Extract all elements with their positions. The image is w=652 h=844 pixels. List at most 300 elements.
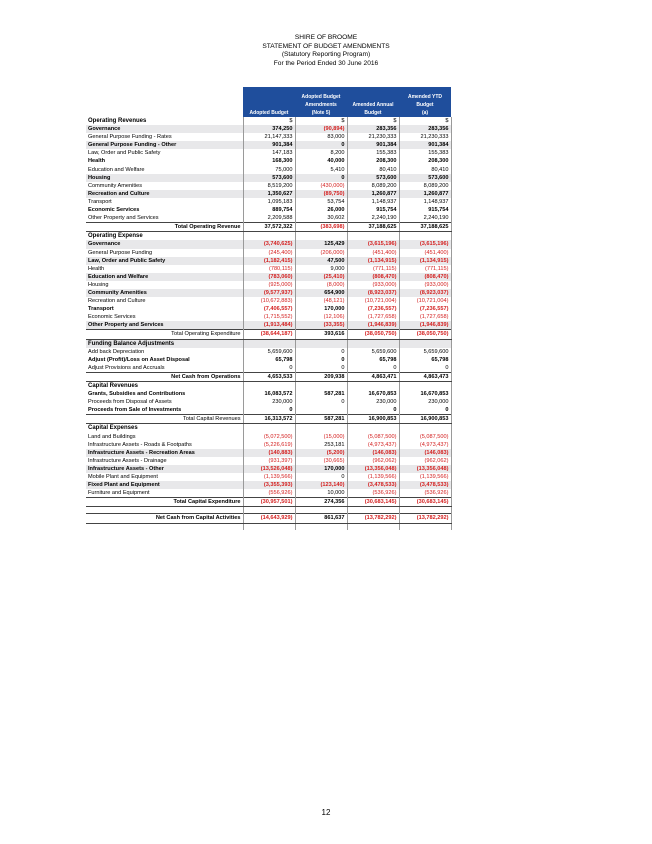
amount-cell: 0 (399, 364, 451, 373)
table-row (86, 364, 451, 373)
amount-cell: 283,356 (347, 125, 399, 133)
table-row (86, 523, 451, 530)
empty-cell (295, 339, 347, 348)
amount-cell: (33,355) (295, 321, 347, 330)
row-label: Total Operating Revenue (86, 223, 243, 232)
amount-cell: (7,406,557) (243, 305, 295, 313)
amount-cell: (206,000) (295, 249, 347, 257)
row-label: Adjust (Profit)/Loss on Asset Disposal (88, 356, 190, 363)
row-label: Housing (86, 174, 243, 182)
amount-cell: 0 (347, 406, 399, 415)
amount-cell: 230,000 (243, 398, 295, 406)
amount-cell: 4,863,471 (347, 372, 399, 381)
empty-cell (295, 523, 347, 530)
row-label (86, 507, 243, 514)
amount-cell: (1,139,566) (347, 473, 399, 481)
row-label: Law, Order and Public Safety (88, 150, 161, 157)
table-row (86, 457, 451, 465)
amount-cell: 1,350,627 (243, 190, 295, 198)
amount-cell: (1,946,839) (399, 321, 451, 330)
amount-cell: 168,300 (243, 157, 295, 165)
row-label: Adjust Provisions and Accruals (88, 364, 165, 371)
empty-cell (399, 523, 451, 530)
row-label: Community Amenities (88, 182, 143, 189)
amount-cell: (38,050,750) (347, 330, 399, 339)
row-label: General Purpose Funding - Other (86, 141, 243, 149)
amount-cell: (7,236,557) (399, 305, 451, 313)
row-label: Total Operating Expenditure (86, 330, 243, 339)
amount-cell: 274,356 (295, 498, 347, 507)
section-heading-row (86, 339, 451, 348)
amount-cell: (48,121) (295, 297, 347, 305)
total-row (86, 498, 451, 507)
row-label: Governance (86, 125, 243, 133)
table-row (86, 157, 451, 165)
amount-cell: (451,400) (399, 249, 451, 257)
amount-cell: (10,721,004) (399, 297, 451, 305)
empty-cell (243, 523, 295, 530)
table-row (86, 240, 451, 248)
table-row (86, 149, 451, 157)
empty-cell (399, 382, 451, 391)
amount-cell: 5,659,600 (399, 348, 451, 356)
amount-cell: 9,000 (295, 265, 347, 273)
empty-cell (295, 507, 347, 514)
row-label: Operating Revenues (88, 118, 147, 124)
table-row (86, 182, 451, 190)
amount-cell: 8,089,200 (399, 182, 451, 190)
row-label: Health (88, 158, 106, 165)
amount-cell: 0 (295, 174, 347, 182)
table-row (86, 297, 451, 305)
amount-cell: 1,148,937 (347, 198, 399, 206)
amount-cell: (9,577,937) (243, 289, 295, 297)
budget-amendments-table (86, 87, 452, 530)
amount-cell: 1,148,937 (399, 198, 451, 206)
table-row (86, 398, 451, 406)
amount-cell: 0 (295, 356, 347, 364)
amount-cell: 374,250 (243, 125, 295, 133)
amount-cell: (780,115) (243, 265, 295, 273)
amount-cell: 10,000 (295, 489, 347, 498)
amount-cell: (3,478,533) (399, 481, 451, 489)
amount-cell: (1,727,658) (347, 313, 399, 321)
amount-cell: 2,209,588 (243, 214, 295, 223)
amount-cell: (12,106) (295, 313, 347, 321)
amount-cell: (1,139,566) (399, 473, 451, 481)
row-label: Proceeds from Sale of Investments (88, 407, 182, 414)
amount-cell: 587,281 (295, 390, 347, 398)
table-row (86, 257, 451, 265)
amount-cell: (13,356,048) (399, 465, 451, 473)
col-amended-ytd-budget: Amended YTD Budget (a) (399, 87, 451, 117)
amount-cell: (5,200) (295, 449, 347, 457)
col-adopted-budget: Adopted Budget (243, 87, 295, 117)
amount-cell: (13,782,292) (347, 514, 399, 523)
amount-cell: 283,356 (399, 125, 451, 133)
amount-cell: 16,313,572 (243, 415, 295, 424)
row-label: Economic Services (88, 314, 136, 321)
empty-cell (295, 424, 347, 433)
amount-cell: (10,721,004) (347, 297, 399, 305)
row-label: Law, Order and Public Safety (86, 257, 243, 265)
amount-cell: (925,000) (243, 281, 295, 289)
currency-unit-cell: $ (347, 117, 399, 125)
table-row (86, 465, 451, 473)
empty-cell (347, 424, 399, 433)
amount-cell: 5,659,600 (347, 348, 399, 356)
row-label: Transport (88, 198, 112, 205)
amount-cell: 0 (399, 406, 451, 415)
total-row (86, 415, 451, 424)
amount-cell: (13,782,292) (399, 514, 451, 523)
amount-cell: (140,883) (243, 449, 295, 457)
amount-cell: 21,147,333 (243, 133, 295, 141)
amount-cell: (1,715,552) (243, 313, 295, 321)
table-row (86, 433, 451, 441)
amount-cell: 16,670,853 (399, 390, 451, 398)
amount-cell: 573,600 (399, 174, 451, 182)
amount-cell: 2,240,190 (347, 214, 399, 223)
amount-cell: (3,615,196) (347, 240, 399, 248)
page-number: 12 (321, 808, 331, 817)
amount-cell: (808,470) (347, 273, 399, 281)
row-label: Governance (86, 240, 243, 248)
amount-cell: (14,643,929) (243, 514, 295, 523)
amount-cell: 16,900,853 (347, 415, 399, 424)
amount-cell: 80,410 (347, 166, 399, 174)
row-label: Other Property and Services (86, 321, 243, 330)
table-row (86, 166, 451, 174)
amount-cell: (3,615,196) (399, 240, 451, 248)
amount-cell: 1,095,183 (243, 198, 295, 206)
amount-cell: (10,672,883) (243, 297, 295, 305)
table-row (86, 321, 451, 330)
amount-cell: (13,356,048) (347, 465, 399, 473)
amount-cell: (5,087,500) (347, 433, 399, 441)
table-row (86, 507, 451, 514)
table-row (86, 289, 451, 297)
row-label: Other Property and Services (88, 215, 159, 222)
table-row (86, 441, 451, 449)
amount-cell: (430,000) (295, 182, 347, 190)
amount-cell: (1,727,658) (399, 313, 451, 321)
amount-cell: 4,653,533 (243, 372, 295, 381)
row-label: Recreation and Culture (86, 190, 243, 198)
amount-cell: 170,000 (295, 465, 347, 473)
section-heading-row (86, 382, 451, 391)
amount-cell: 573,600 (243, 174, 295, 182)
amount-cell: 37,188,625 (399, 223, 451, 232)
amount-cell: (30,683,145) (347, 498, 399, 507)
table-row (86, 214, 451, 223)
row-label: Mobile Plant and Equipment (88, 474, 158, 481)
amount-cell: (933,000) (399, 281, 451, 289)
amount-cell: (556,926) (243, 489, 295, 498)
table-row (86, 348, 451, 356)
row-label: Transport (88, 306, 114, 313)
amount-cell: 37,572,322 (243, 223, 295, 232)
table-row (86, 125, 451, 133)
amount-cell: 915,754 (347, 206, 399, 214)
amount-cell: 8,089,200 (347, 182, 399, 190)
amount-cell: (933,000) (347, 281, 399, 289)
amount-cell: 75,000 (243, 166, 295, 174)
empty-cell (243, 424, 295, 433)
empty-cell (295, 232, 347, 241)
amount-cell: (808,470) (399, 273, 451, 281)
amount-cell: 40,000 (295, 157, 347, 165)
empty-cell (243, 339, 295, 348)
row-label: General Purpose Funding - Rates (88, 134, 172, 141)
amount-cell: 901,384 (399, 141, 451, 149)
table-row (86, 273, 451, 281)
row-label: Education and Welfare (86, 273, 243, 281)
amount-cell: 5,410 (295, 166, 347, 174)
empty-cell (399, 507, 451, 514)
amount-cell: 861,637 (295, 514, 347, 523)
label-column-header (86, 87, 243, 117)
table-row (86, 481, 451, 489)
amount-cell: (962,062) (347, 457, 399, 465)
amount-cell: (771,115) (347, 265, 399, 273)
table-row (86, 281, 451, 289)
amount-cell: 30,602 (295, 214, 347, 223)
amount-cell: 0 (295, 348, 347, 356)
amount-cell: (383,698) (295, 223, 347, 232)
amount-cell: (4,973,437) (347, 441, 399, 449)
amount-cell: (1,139,566) (243, 473, 295, 481)
amount-cell: 889,754 (243, 206, 295, 214)
amount-cell: 587,281 (295, 415, 347, 424)
amount-cell: (38,644,187) (243, 330, 295, 339)
amount-cell: 230,000 (347, 398, 399, 406)
table-row (86, 190, 451, 198)
amount-cell: (7,236,557) (347, 305, 399, 313)
amount-cell: (5,226,619) (243, 441, 295, 449)
amount-cell: 65,798 (243, 356, 295, 364)
amount-cell: 65,798 (399, 356, 451, 364)
col-budget-amendments: Adopted Budget Amendments (Note 5) (295, 87, 347, 117)
table-body (86, 117, 451, 530)
col-amended-annual-budget: Amended Annual Budget (347, 87, 399, 117)
empty-cell (347, 523, 399, 530)
row-label: Housing (88, 281, 109, 288)
table-row (86, 265, 451, 273)
amount-cell: 21,230,333 (347, 133, 399, 141)
empty-cell (347, 382, 399, 391)
amount-cell: (1,913,484) (243, 321, 295, 330)
empty-cell (295, 382, 347, 391)
amount-cell (295, 406, 347, 415)
empty-cell (347, 507, 399, 514)
row-label: Economic Services (88, 207, 140, 214)
amount-cell: 47,500 (295, 257, 347, 265)
row-label: Funding Balance Adjustments (86, 339, 243, 348)
amount-cell: (1,182,415) (243, 257, 295, 265)
row-label: Infrastructure Assets - Recreation Areas (86, 449, 243, 457)
row-label: Total Capital Revenues (86, 415, 243, 424)
amount-cell: 654,900 (295, 289, 347, 297)
empty-cell (243, 507, 295, 514)
row-label: Furniture and Equipment (88, 490, 150, 497)
amount-cell: (30,665) (295, 457, 347, 465)
table-row (86, 406, 451, 415)
amount-cell: 65,798 (347, 356, 399, 364)
amount-cell: (123,140) (295, 481, 347, 489)
amount-cell: 16,083,572 (243, 390, 295, 398)
table-row (86, 313, 451, 321)
amount-cell: (451,400) (347, 249, 399, 257)
amount-cell: (962,062) (399, 457, 451, 465)
row-label: Capital Expenses (88, 425, 138, 432)
row-label: Capital Revenues (88, 383, 139, 389)
amount-cell: (8,923,037) (399, 289, 451, 297)
row-label: Infrastructure Assets - Roads & Footpaths (88, 441, 192, 448)
amount-cell: 155,383 (399, 149, 451, 157)
table-row (86, 141, 451, 149)
amount-cell: (89,750) (295, 190, 347, 198)
amount-cell: 21,230,333 (399, 133, 451, 141)
table-row (86, 198, 451, 206)
total-row (86, 330, 451, 339)
amount-cell: 901,384 (243, 141, 295, 149)
amount-cell: (245,400) (243, 249, 295, 257)
amount-cell: (5,087,500) (399, 433, 451, 441)
amount-cell: 208,300 (399, 157, 451, 165)
row-label: Net Cash from Capital Activities (86, 514, 243, 523)
amount-cell: 2,240,190 (399, 214, 451, 223)
amount-cell: (931,397) (243, 457, 295, 465)
table-row (86, 206, 451, 214)
amount-cell: 0 (243, 406, 295, 415)
amount-cell: 37,188,625 (347, 223, 399, 232)
row-label: Infrastructure Assets - Other (86, 465, 243, 473)
currency-unit-cell: $ (399, 117, 451, 125)
table-row (86, 249, 451, 257)
amount-cell: 253,181 (295, 441, 347, 449)
currency-unit-cell: $ (295, 117, 347, 125)
row-label: Education and Welfare (88, 166, 145, 173)
total-row (86, 514, 451, 523)
amount-cell: 8,519,200 (243, 182, 295, 190)
amount-cell: 83,000 (295, 133, 347, 141)
amount-cell: (536,926) (399, 489, 451, 498)
row-label: Community Amenities (86, 289, 243, 297)
row-label (86, 523, 243, 530)
amount-cell: 0 (295, 364, 347, 373)
amount-cell: 901,384 (347, 141, 399, 149)
amount-cell: 16,900,853 (399, 415, 451, 424)
empty-cell (243, 382, 295, 391)
table-row (86, 356, 451, 364)
table-row (86, 489, 451, 498)
empty-cell (347, 232, 399, 241)
row-label: Health (88, 265, 105, 272)
amount-cell: (3,740,625) (243, 240, 295, 248)
row-label: Proceeds from Disposal of Assets (88, 399, 172, 406)
empty-cell (399, 232, 451, 241)
amount-cell: 26,000 (295, 206, 347, 214)
table-row (86, 473, 451, 481)
amount-cell: (38,050,750) (399, 330, 451, 339)
amount-cell: 915,754 (399, 206, 451, 214)
amount-cell: 1,260,877 (399, 190, 451, 198)
table-row (86, 305, 451, 313)
amount-cell: (536,926) (347, 489, 399, 498)
row-label: Fixed Plant and Equipment (86, 481, 243, 489)
row-label: Add back Depreciation (88, 348, 145, 355)
amount-cell: 230,000 (399, 398, 451, 406)
amount-cell: 0 (243, 364, 295, 373)
amount-cell: 170,000 (295, 305, 347, 313)
amount-cell: (5,072,500) (243, 433, 295, 441)
amount-cell: 16,670,853 (347, 390, 399, 398)
amount-cell: (8,923,037) (347, 289, 399, 297)
row-label: Total Capital Expenditure (86, 498, 243, 507)
empty-cell (399, 339, 451, 348)
amount-cell: 4,863,473 (399, 372, 451, 381)
row-label: Infrastructure Assets - Drainage (88, 457, 167, 464)
amount-cell: (146,083) (399, 449, 451, 457)
amount-cell: (3,478,533) (347, 481, 399, 489)
empty-cell (347, 339, 399, 348)
amount-cell: (771,115) (399, 265, 451, 273)
amount-cell: 125,429 (295, 240, 347, 248)
amount-cell: 147,183 (243, 149, 295, 157)
amount-cell: 0 (295, 398, 347, 406)
section-heading-row (86, 424, 451, 433)
table-row (86, 174, 451, 182)
amount-cell: (13,526,048) (243, 465, 295, 473)
section-heading-row (86, 232, 451, 241)
amount-cell: (146,083) (347, 449, 399, 457)
amount-cell: (1,134,915) (347, 257, 399, 265)
empty-cell (243, 232, 295, 241)
row-label: Net Cash from Operations (86, 372, 243, 381)
table-header-row (86, 87, 451, 117)
amount-cell: (1,134,915) (399, 257, 451, 265)
row-label: Operating Expense (88, 233, 143, 240)
table-row (86, 133, 451, 141)
empty-cell (399, 424, 451, 433)
amount-cell: 209,938 (295, 372, 347, 381)
report-title-block (0, 34, 652, 68)
amount-cell: 393,616 (295, 330, 347, 339)
amount-cell: (30,683,145) (399, 498, 451, 507)
amount-cell: 155,383 (347, 149, 399, 157)
amount-cell: (30,957,501) (243, 498, 295, 507)
amount-cell: (1,946,839) (347, 321, 399, 330)
amount-cell: (8,000) (295, 281, 347, 289)
row-label: Recreation and Culture (88, 298, 146, 305)
row-label: Grants, Subsidies and Contributions (88, 391, 186, 398)
statement-subtitle: (Statutory Reporting Program) (281, 51, 371, 59)
amount-cell: (3,355,393) (243, 481, 295, 489)
amount-cell: 0 (295, 141, 347, 149)
amount-cell: 0 (347, 364, 399, 373)
amount-cell: 208,300 (347, 157, 399, 165)
period-label: For the Period Ended 30 June 2016 (273, 59, 379, 67)
currency-unit-cell: $ (243, 117, 295, 125)
row-label: General Purpose Funding (88, 249, 153, 256)
table-row (86, 390, 451, 398)
row-label: Land and Buildings (88, 433, 136, 440)
amount-cell: (783,060) (243, 273, 295, 281)
amount-cell: 80,410 (399, 166, 451, 174)
statement-title: STATEMENT OF BUDGET AMENDMENTS (262, 42, 390, 50)
shire-name: SHIRE OF BROOME (294, 34, 358, 41)
